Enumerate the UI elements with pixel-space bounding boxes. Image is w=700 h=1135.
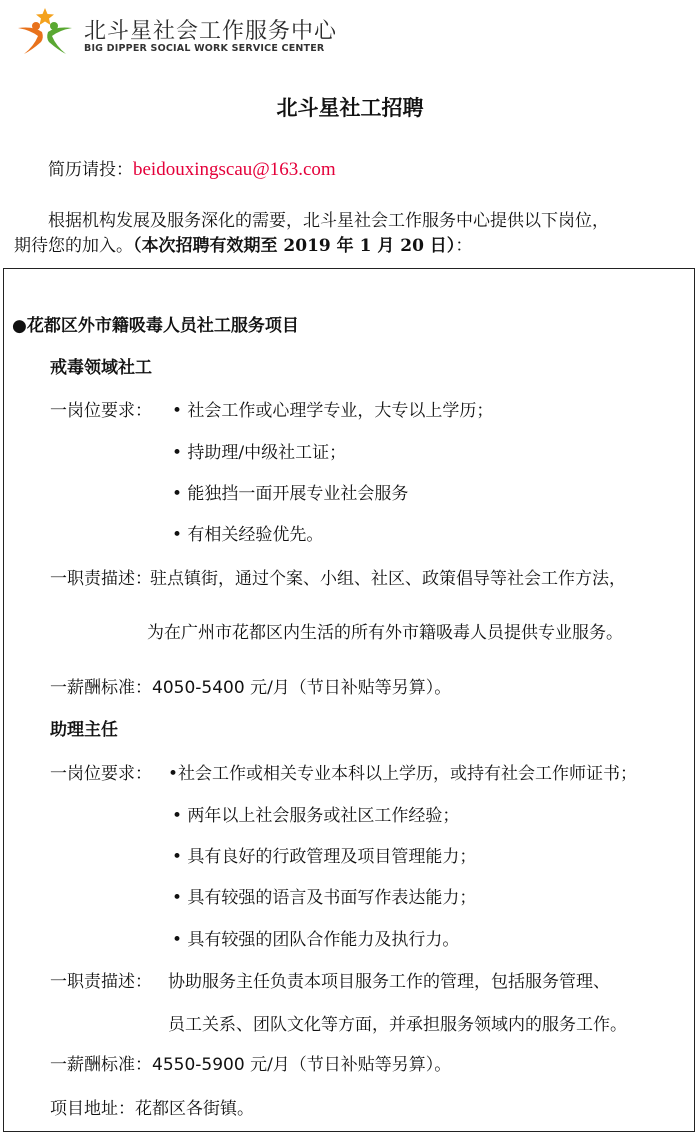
salary-unit: 元/月（节日补贴等另算）。	[244, 678, 452, 698]
duty-label: 一职责描述：	[50, 972, 152, 992]
duty-text: 员工关系、团队文化等方面，并承担服务领域内的服务工作。	[168, 1015, 627, 1035]
salary-line	[50, 676, 451, 700]
position-title: 助理主任	[50, 720, 118, 740]
requirement-item: • 具有较强的语言及书面写作表达能力；	[172, 888, 477, 908]
position-title: 戒毒领域社工	[50, 358, 152, 378]
duty-label: 一职责描述：	[50, 569, 152, 589]
org-name-cn: 北斗星社会工作服务中心	[84, 19, 338, 44]
org-name-en: BIG DIPPER SOCIAL WORK SERVICE CENTER	[84, 43, 325, 54]
contact-email-link[interactable]: beidouxingscau@163.com	[133, 159, 336, 180]
validity-notice: （本次招聘有效期至 2019 年 1 月 20 日）	[133, 236, 456, 256]
salary-line	[50, 1053, 451, 1077]
big-dipper-logo-icon	[14, 6, 76, 56]
requirements-label: 一岗位要求：	[50, 764, 152, 784]
requirement-item: • 有相关经验优先。	[172, 525, 324, 545]
intro-text: 期待您的加入。	[14, 236, 133, 256]
intro-line-1: 根据机构发展及服务深化的需要，北斗星社会工作服务中心提供以下岗位，	[48, 211, 609, 231]
intro-colon: ：	[455, 236, 473, 256]
project-name: ●花都区外市籍吸毒人员社工服务项目	[12, 316, 299, 336]
requirement-item: • 能独挡一面开展专业社会服务	[172, 484, 409, 504]
star-icon	[36, 8, 54, 25]
project-box	[3, 268, 695, 1132]
address-label: 项目地址：	[50, 1099, 135, 1119]
requirement-item: • 持助理/中级社工证；	[172, 443, 347, 463]
contact-line	[48, 158, 336, 182]
org-logo	[14, 6, 344, 58]
requirement-item: •社会工作或相关专业本科以上学历，或持有社会工作师证书；	[168, 764, 638, 784]
requirement-item: • 社会工作或心理学专业，大专以上学历；	[172, 401, 494, 421]
salary-value: 4050-5400	[152, 678, 245, 698]
address-line	[50, 1097, 254, 1121]
requirements-label: 一岗位要求：	[50, 401, 152, 421]
address-value: 花都区各街镇。	[135, 1099, 254, 1119]
contact-label: 简历请投：	[48, 160, 133, 180]
requirement-item: • 具有良好的行政管理及项目管理能力；	[172, 847, 477, 867]
duty-text: 协助服务主任负责本项目服务工作的管理，包括服务管理、	[168, 972, 610, 992]
requirement-item: • 两年以上社会服务或社区工作经验；	[172, 806, 460, 826]
salary-value: 4550-5900	[152, 1055, 245, 1075]
salary-label: 一薪酬标准：	[50, 1055, 152, 1075]
page-title: 北斗星社工招聘	[276, 96, 424, 120]
requirement-item: • 具有较强的团队合作能力及执行力。	[172, 930, 460, 950]
duty-text: 驻点镇街，通过个案、小组、社区、政策倡导等社会工作方法，	[150, 569, 626, 589]
duty-text: 为在广州市花都区内生活的所有外市籍吸毒人员提供专业服务。	[147, 623, 623, 643]
salary-unit: 元/月（节日补贴等另算）。	[244, 1055, 452, 1075]
salary-label: 一薪酬标准：	[50, 678, 152, 698]
intro-line-2	[14, 234, 472, 258]
